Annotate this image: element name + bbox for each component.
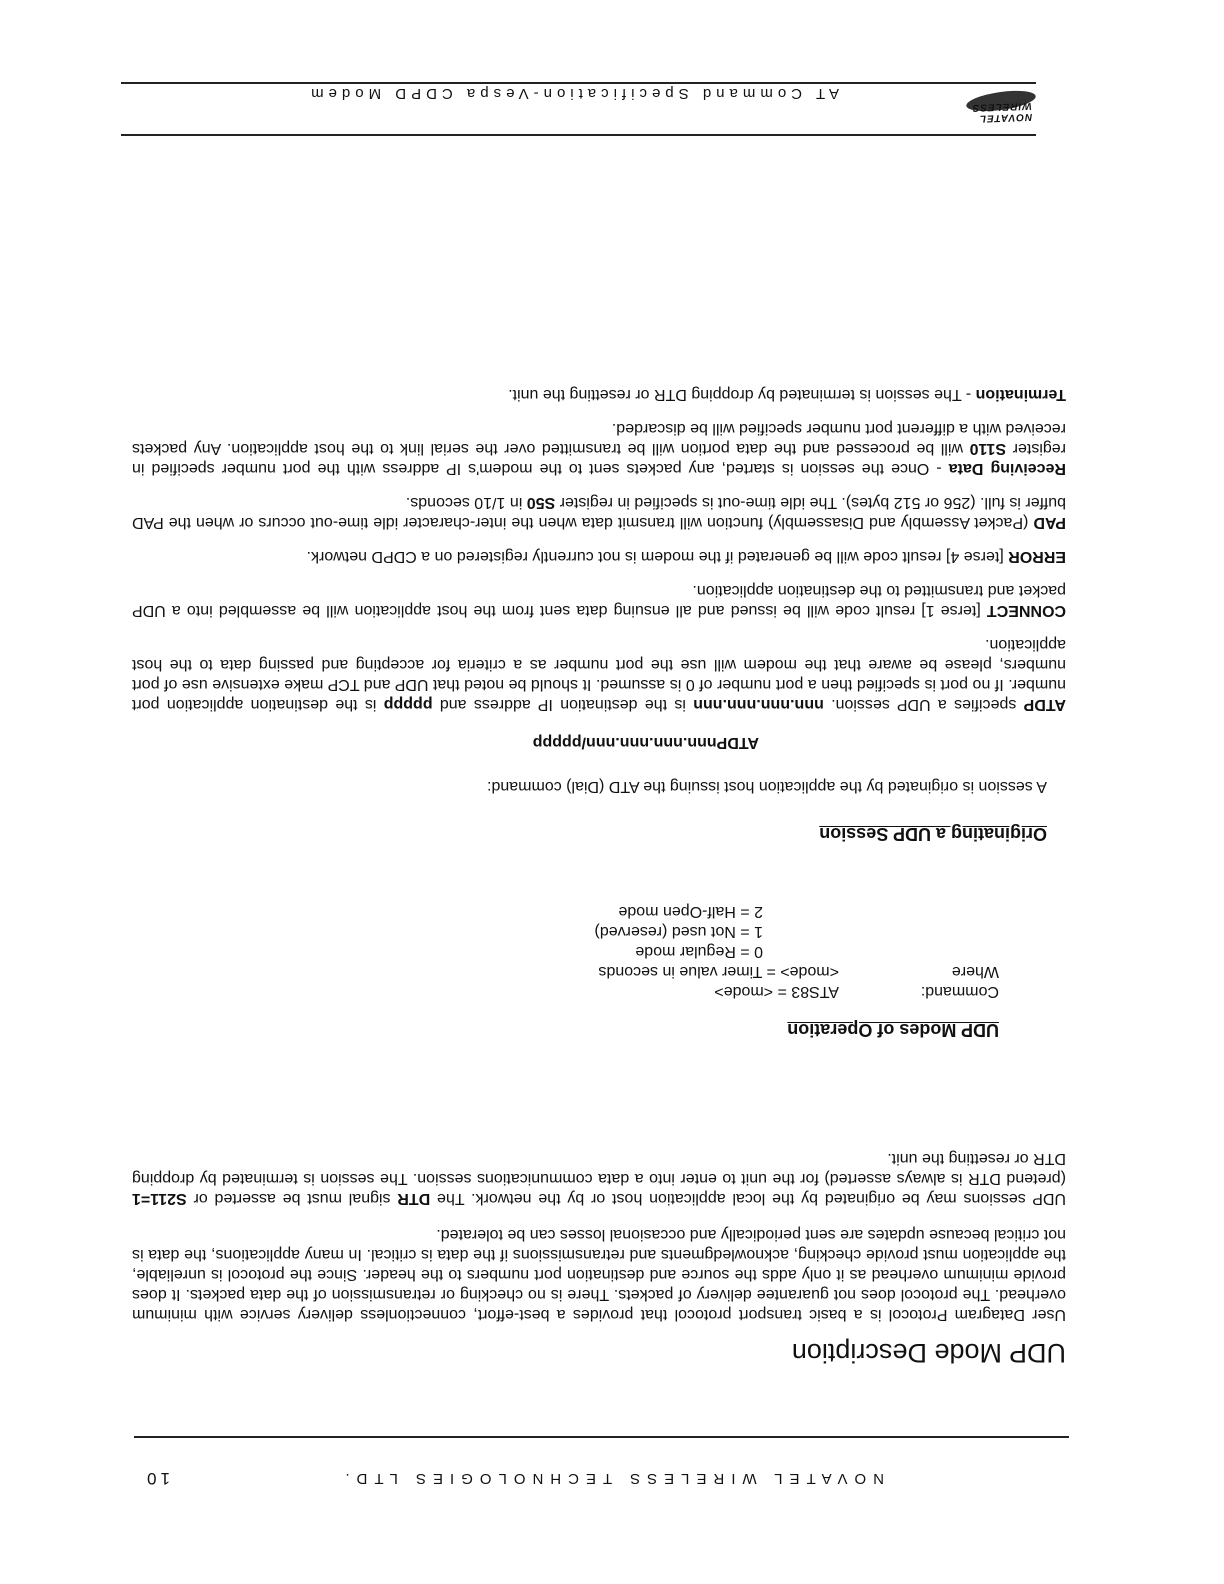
mode-line: <mode> = Timer value in seconds xyxy=(598,963,839,980)
command-value: ATS83 = <mode> xyxy=(714,983,839,1000)
termination-paragraph: Termination - The session is terminated by dropping DTR or resetting the unit. xyxy=(508,386,1066,403)
description-section xyxy=(132,1148,1066,1324)
dial-command: ATDPnnn.nnn.nnn.nnn/ppppp xyxy=(532,734,759,751)
dtr-paragraph: UDP sessions may be originated by the local application host or by the network. The DTR signal must be asserted or S211=1 (pretend DTR is always asserted) for the unit to enter into a data communications session. The session is terminated by dropping DTR or resetting the unit. xyxy=(131,1150,1066,1207)
footer-rule-bottom xyxy=(121,82,1036,84)
command-label: Command: xyxy=(920,983,999,1000)
footer-doc-title: AT Command Specification-Vespa CDPD Modem xyxy=(306,85,839,102)
where-label: Where xyxy=(951,963,999,980)
mode-line: 0 = Regular mode xyxy=(635,943,763,960)
mode-line: 2 = Half-Open mode xyxy=(618,903,763,920)
originating-section xyxy=(132,384,1066,714)
connect-paragraph: CONNECT [terse 1] result code will be issued and all ensuing data sent from the host application will be assembled into a UDP packet and transmitted to the destination application. xyxy=(132,582,1066,619)
receiving-paragraph: Receiving Data - Once the session is started, any packets sent to the modem's IP address with the port number specified in register S110 will be processed and the data portion will be transmitted over the serial link to the host application. Any packets received with a different port number specified will be discarded. xyxy=(131,420,1066,477)
modes-heading: UDP Modes of Operation xyxy=(787,1020,999,1040)
page-title: UDP Mode Description xyxy=(791,1338,1066,1368)
pad-paragraph: PAD (Packet Assembly and Disassembly) function will transmit data when the inter-character idle time-out occurs or when the PAD buffer is full. (256 or 512 bytes). The idle time-out is specified in register S50 in 1/10 seconds. xyxy=(132,494,1066,531)
originating-intro: A session is originated by the application host issuing the ATD (Dial) command: xyxy=(487,778,1047,795)
page-number: 10 xyxy=(143,1469,170,1488)
mode-line: 1 = Not used (reserved) xyxy=(594,923,763,940)
header-rule xyxy=(134,1436,1069,1438)
company-header: NOVATEL WIRELESS TECHNOLOGIES LTD. xyxy=(338,1470,884,1487)
atdp-paragraph: ATDP specifies a UDP session. nnn.nnn.nnn.nnn is the destination IP address and ppppp is the destination application port number. If no port is specified then a port number of 0 is assumed. It should be noted that UDP and TCP make extensive use of port numbers, please be aware that the modem will use the port number as a criteria for accepting and passing data to the host application. xyxy=(131,636,1066,713)
company-logo: NOVATEL WIRELESS xyxy=(916,78,1036,128)
footer-rule xyxy=(121,134,1036,136)
error-paragraph: ERROR [terse 4] result code will be generated if the modem is not currently registered on a CDPD network. xyxy=(306,548,1066,565)
description-paragraph: User Datagram Protocol is a basic transport protocol that provides a best-effort, connectionless delivery service with minimum overhead. The protocol does not guarantee delivery of packets. There is no checking or retransmission of the data packets. It does provide minimum overhead as it only adds the source and destination port numbers to the header. Since the protocol is unreliable, the application must provide checking, acknowledgments and retransmissions if the data is critical. In many applications, the data is not critical because updates are sent periodically and occasional losses can be tolerated. xyxy=(132,1226,1066,1323)
originating-heading: Originating a UDP Session xyxy=(819,824,1047,844)
